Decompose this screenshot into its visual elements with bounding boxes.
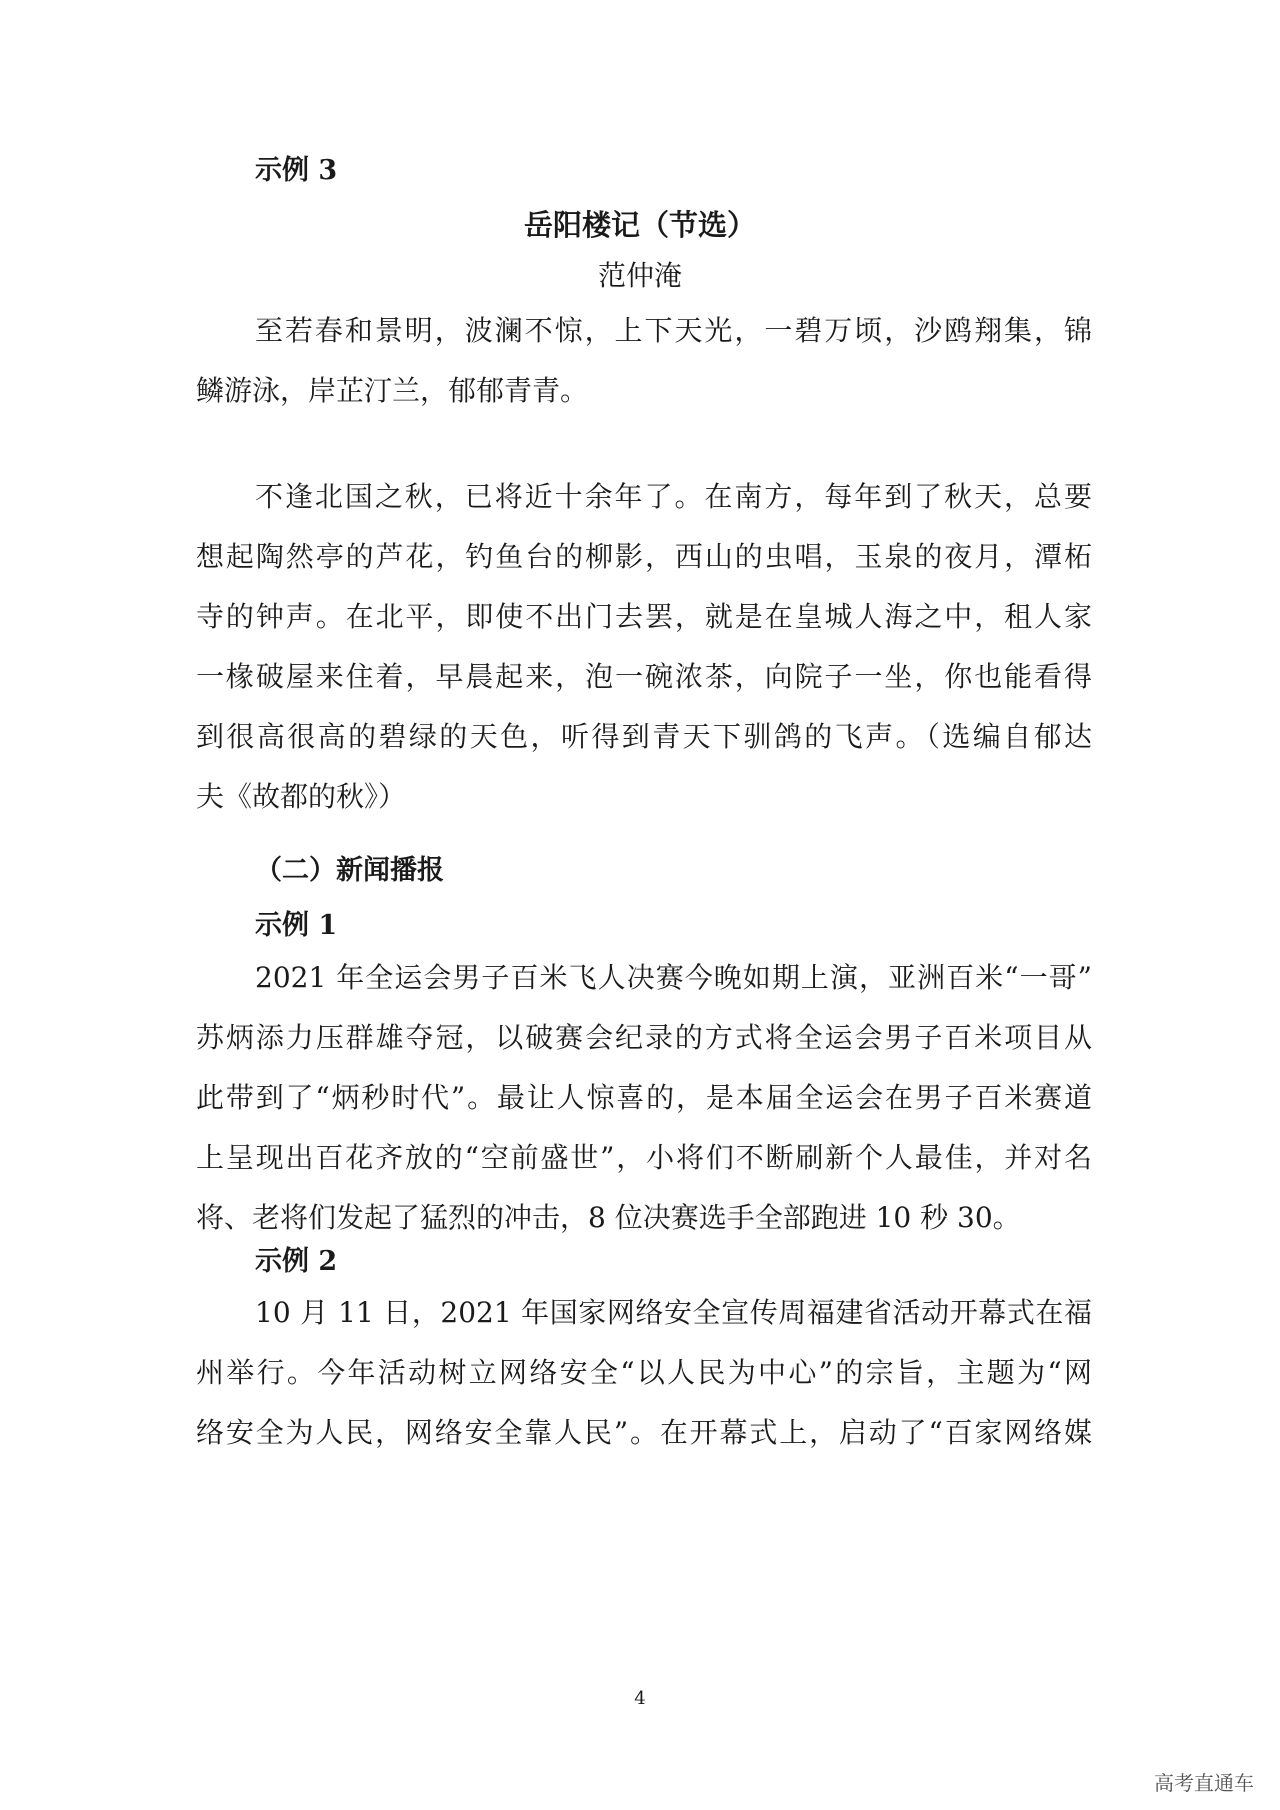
text-line: 不逢北国之秋，已将近十余年了。在南方，每年到了秋天，总要 (255, 480, 1092, 513)
text-line: 此带到了“炳秒时代”。最让人惊喜的，是本届全运会在男子百米赛道 (196, 1081, 1092, 1114)
news-example-1-text (196, 948, 1092, 1248)
text-line: 州举行。今年活动树立网络安全“以人民为中心”的宗旨，主题为“网 (196, 1356, 1092, 1389)
text-line: 2021 年全运会男子百米飞人决赛今晚如期上演，亚洲百米“一哥” (255, 961, 1092, 994)
example-2-heading: 示例 2 (255, 1246, 338, 1277)
text-line: 络安全为人民，网络安全靠人民”。在开幕式上，启动了“百家网络媒 (196, 1416, 1092, 1449)
text-line: 至若春和景明，波澜不惊，上下天光，一碧万顷，沙鸥翔集，锦 (255, 314, 1092, 347)
example-3-heading: 示例 3 (255, 155, 338, 186)
poem-author: 范仲淹 (597, 259, 682, 292)
news-section-heading: （二）新闻播报 (255, 855, 444, 886)
text-line: 寺的钟声。在北平，即使不出门去罢，就是在皇城人海之中，租人家 (196, 600, 1092, 633)
text-line: 鳞游泳，岸芷汀兰，郁郁青青。 (196, 374, 589, 407)
example-1-heading: 示例 1 (255, 910, 338, 941)
prose-excerpt (196, 467, 1092, 827)
watermark-text: 高考直通车 (1154, 1771, 1254, 1795)
poem-excerpt (196, 301, 1092, 421)
poem-title: 岳阳楼记（节选） (523, 208, 756, 242)
text-line: 一椽破屋来住着，早晨起来，泡一碗浓茶，向院子一坐，你也能看得 (196, 660, 1092, 693)
text-line: 想起陶然亭的芦花，钓鱼台的柳影，西山的虫唱，玉泉的夜月，潭柘 (196, 540, 1092, 573)
text-line: 到很高很高的碧绿的天色，听得到青天下驯鸽的飞声。（选编自郁达 (196, 720, 1092, 753)
news-example-2-text (196, 1283, 1092, 1463)
text-line: 将、老将们发起了猛烈的冲击，8 位决赛选手全部跑进 10 秒 30。 (196, 1201, 1021, 1234)
page-number: 4 (634, 1688, 646, 1709)
text-line: 上呈现出百花齐放的“空前盛世”，小将们不断刷新个人最佳，并对名 (196, 1141, 1092, 1174)
text-line: 10 月 11 日，2021 年国家网络安全宣传周福建省活动开幕式在福 (255, 1296, 1092, 1329)
text-line: 苏炳添力压群雄夺冠，以破赛会纪录的方式将全运会男子百米项目从 (196, 1021, 1092, 1054)
text-line: 夫《故都的秋》） (196, 780, 407, 813)
